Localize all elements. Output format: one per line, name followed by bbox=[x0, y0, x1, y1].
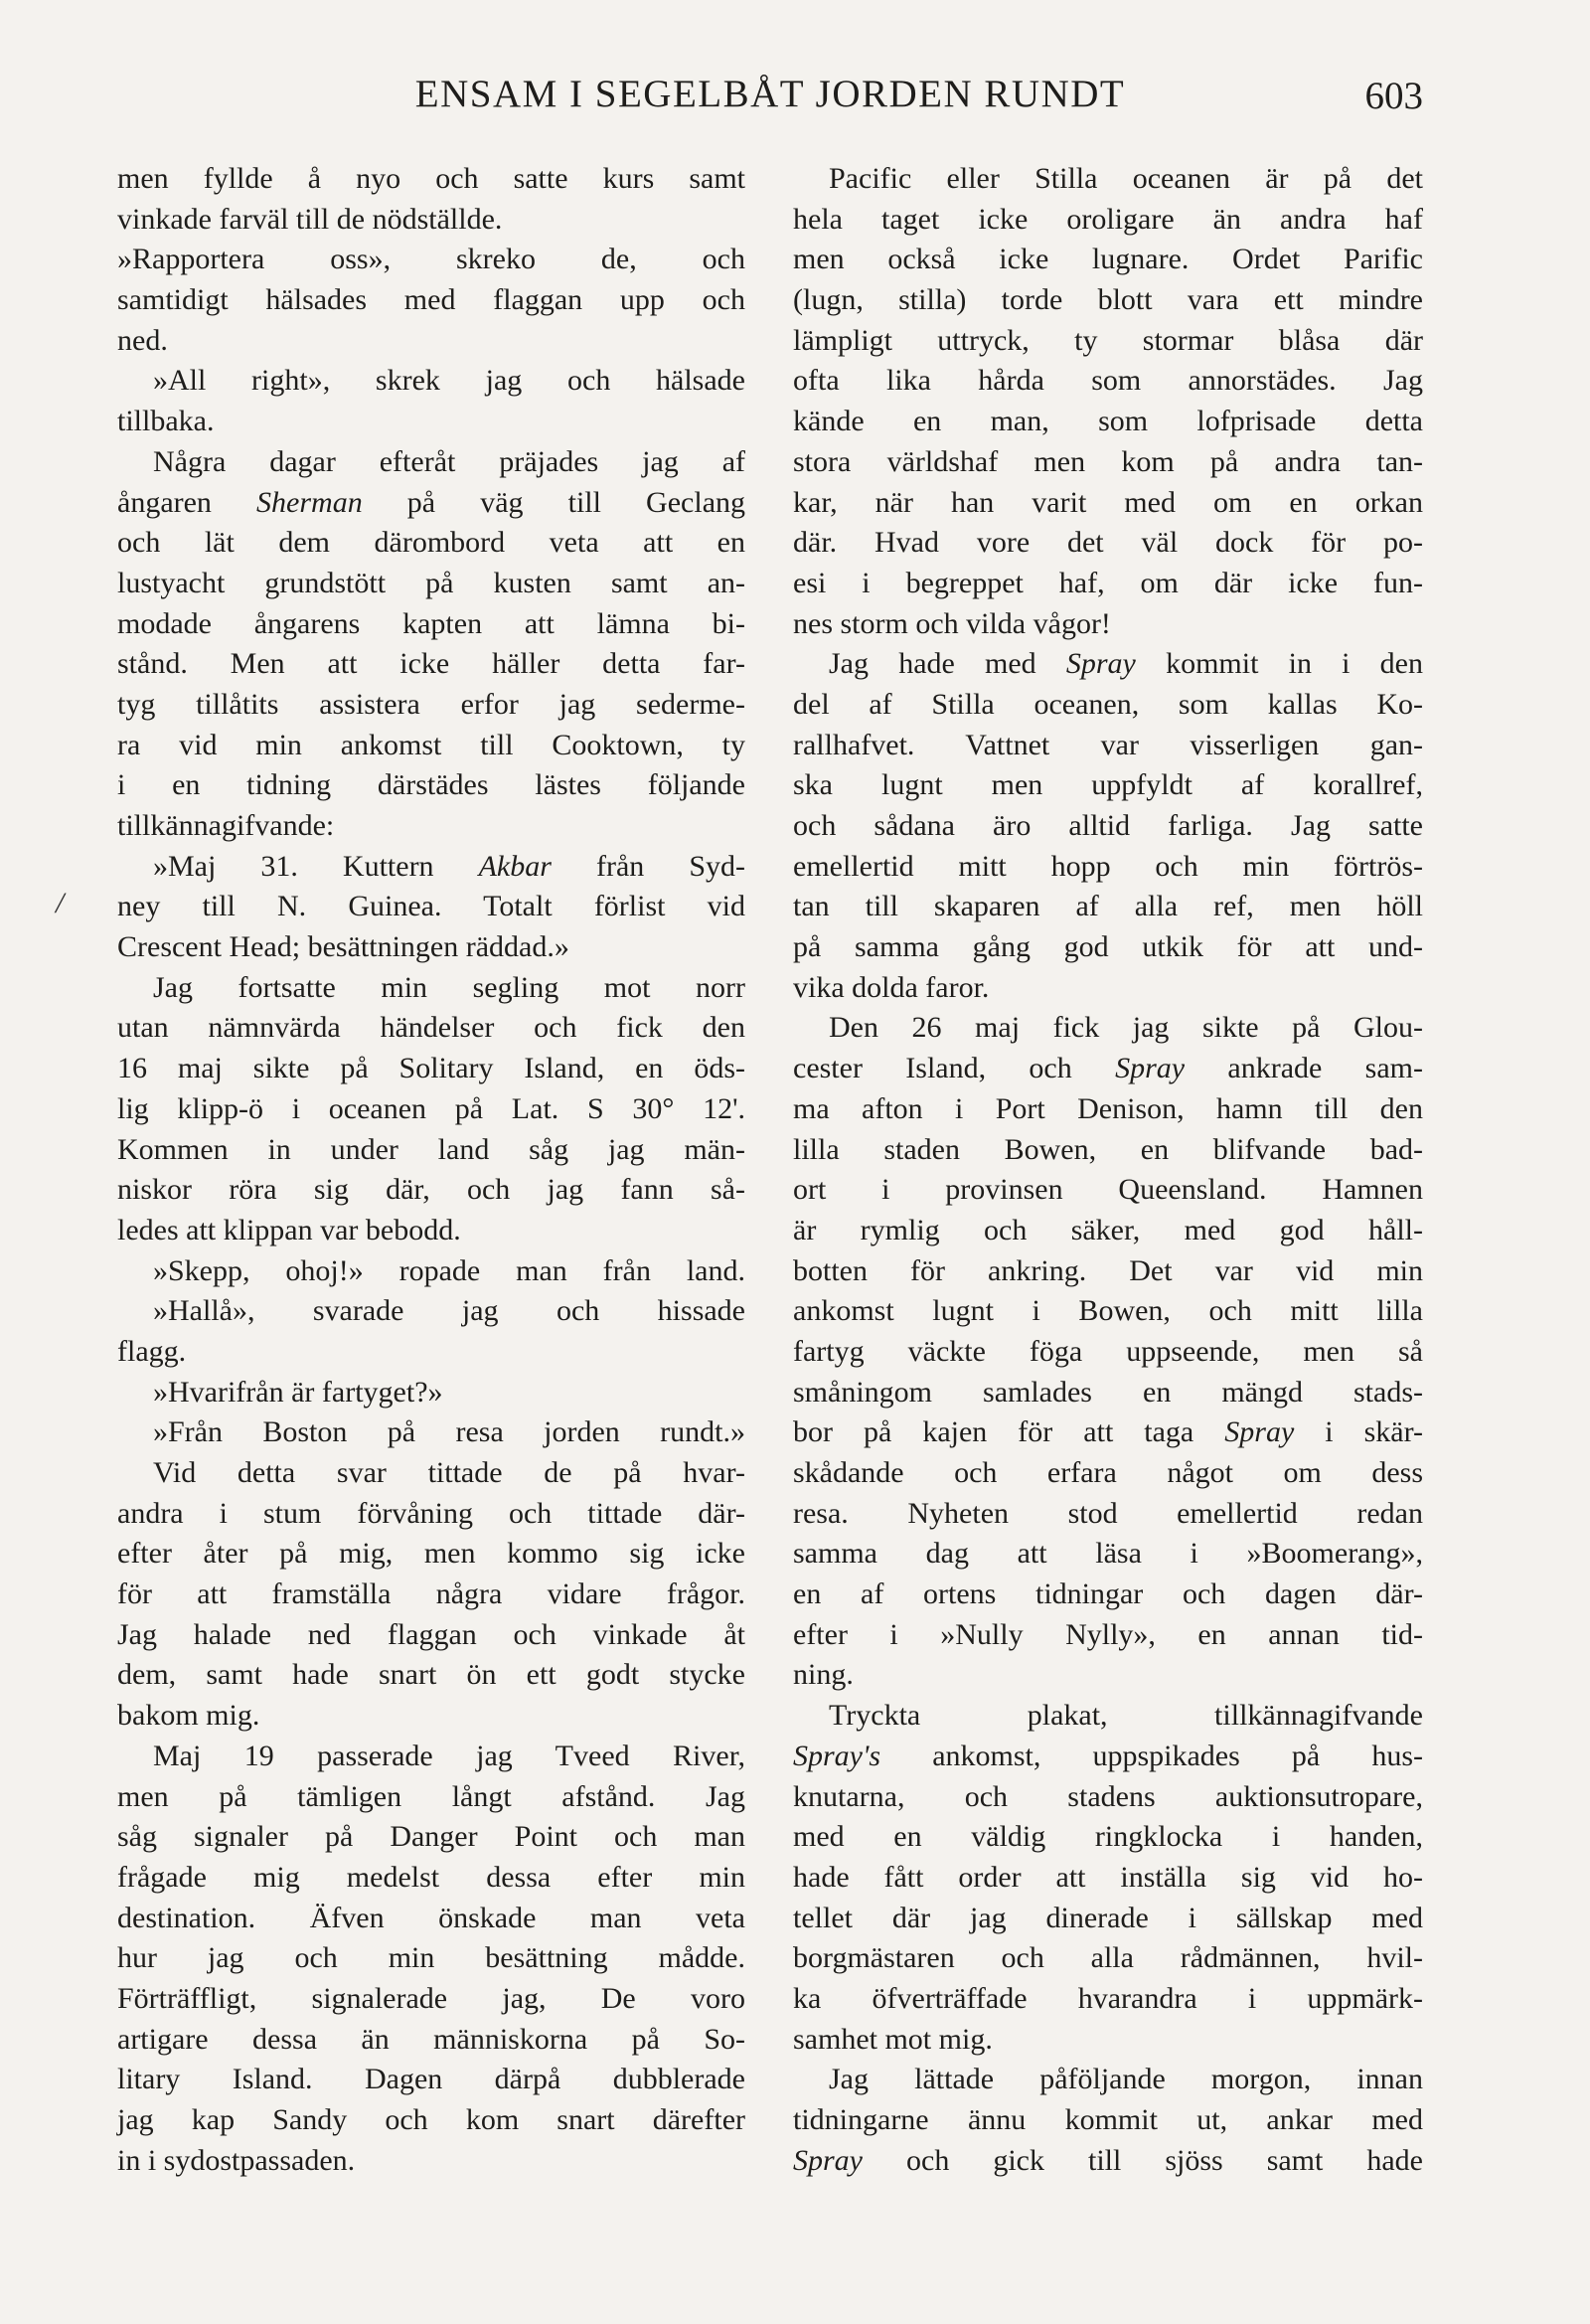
line-text-rest: ankomst, uppspikades på hus- bbox=[880, 1739, 1423, 1772]
text-line bbox=[117, 564, 745, 604]
text-line bbox=[793, 321, 1423, 362]
line-text: samhet mot mig. bbox=[793, 2022, 993, 2056]
text-line bbox=[793, 1817, 1423, 1858]
text-line bbox=[793, 1170, 1423, 1211]
line-text: Kommen in under land såg jag män- bbox=[117, 1132, 745, 1166]
text-line bbox=[117, 402, 745, 442]
line-text: men också icke lugnare. Ordet Parific bbox=[793, 243, 1423, 276]
line-text: hur jag och min besättning mådde. bbox=[117, 1941, 745, 1975]
line-text-rest: ankrade sam- bbox=[1185, 1052, 1423, 1085]
text-line bbox=[117, 1979, 745, 2020]
line-text: utan nämnvärda händelser och fick den bbox=[117, 1011, 745, 1045]
line-text: rallhafvet. Vattnet var visserligen gan- bbox=[793, 728, 1423, 761]
text-line bbox=[117, 1049, 745, 1089]
text-line bbox=[117, 1494, 745, 1535]
text-line bbox=[793, 240, 1423, 280]
line-text: Några dagar efteråt präjades jag af bbox=[153, 444, 745, 478]
line-text: jag kap Sandy och kom snart därefter bbox=[117, 2103, 745, 2136]
text-line bbox=[793, 1130, 1423, 1171]
line-text: kände en man, som lofprisade detta bbox=[793, 405, 1423, 438]
line-text-rest: i skär- bbox=[1294, 1415, 1423, 1449]
line-text: kar, när han varit med om en orkan bbox=[793, 485, 1423, 519]
line-text: Vid detta svar tittade de på hvar- bbox=[153, 1456, 745, 1489]
text-line bbox=[117, 1817, 745, 1858]
text-line bbox=[793, 1089, 1423, 1130]
text-line bbox=[793, 1251, 1423, 1292]
line-text: tellet där jag dinerade i sällskap med bbox=[793, 1901, 1423, 1934]
line-text: på samma gång god utkik för att und- bbox=[793, 930, 1423, 964]
line-text: och lät dem därombord veta att en bbox=[117, 526, 745, 560]
line-text: lustyacht grundstött på kusten samt an- bbox=[117, 566, 745, 599]
line-text: lig klipp-ö i oceanen på Lat. S 30° 12'. bbox=[117, 1091, 745, 1125]
text-line bbox=[117, 1534, 745, 1575]
line-text: lilla staden Bowen, en blifvande bad- bbox=[793, 1132, 1423, 1166]
text-line bbox=[793, 1899, 1423, 1939]
text-line bbox=[117, 442, 745, 483]
line-text: Förträffligt, signalerade jag, De voro bbox=[117, 1981, 745, 2015]
text-line bbox=[793, 1008, 1423, 1049]
italic-ship-name: Spray's bbox=[793, 1739, 881, 1772]
line-text: ska lugnt men uppfyldt af korallref, bbox=[793, 768, 1423, 802]
text-line bbox=[117, 927, 745, 968]
text-line bbox=[117, 685, 745, 726]
line-text: flagg. bbox=[117, 1334, 187, 1368]
line-text: hela taget icke oroligare än andra haf bbox=[793, 202, 1423, 236]
line-text: niskor röra sig där, och jag fann så- bbox=[117, 1173, 745, 1207]
line-text: för att framställa några vidare frågor. bbox=[117, 1577, 745, 1611]
text-line bbox=[117, 1737, 745, 1777]
text-line bbox=[117, 200, 745, 241]
line-text: litary Island. Dagen därpå dubblerade bbox=[117, 2063, 745, 2096]
line-text: modade ångarens kapten att lämna bi- bbox=[117, 606, 745, 640]
line-text: ned. bbox=[117, 323, 168, 357]
line-text: »Från Boston på resa jorden rundt.» bbox=[153, 1415, 745, 1449]
text-line bbox=[117, 1291, 745, 1332]
right-text-column bbox=[793, 159, 1423, 2181]
line-text: och sådana äro alltid farliga. Jag satte bbox=[793, 809, 1423, 842]
line-text: botten för ankring. Det var vid min bbox=[793, 1253, 1423, 1287]
line-text: tidningarne ännu kommit ut, ankar med bbox=[793, 2103, 1423, 2136]
line-text: fartyg väckte föga uppseende, men så bbox=[793, 1334, 1423, 1368]
line-text: »Hallå», svarade jag och hissade bbox=[153, 1294, 745, 1328]
line-text: bor på kajen för att taga bbox=[793, 1415, 1225, 1449]
text-line bbox=[117, 2100, 745, 2141]
line-text: tyg tillåtits assistera erfor jag sederme- bbox=[117, 687, 745, 721]
line-text: knutarna, och stadens auktionsutropare, bbox=[793, 1779, 1423, 1813]
line-text: Jag lättade påföljande morgon, innan bbox=[829, 2063, 1423, 2096]
text-line bbox=[793, 847, 1423, 888]
line-text: ra vid min ankomst till Cooktown, ty bbox=[117, 728, 745, 761]
line-text: tan till skaparen af alla ref, men höll bbox=[793, 890, 1423, 923]
line-text: en af ortens tidningar och dagen där- bbox=[793, 1577, 1423, 1611]
line-text: Jag fortsatte min segling mot norr bbox=[153, 970, 745, 1004]
line-text: »All right», skrek jag och hälsade bbox=[153, 364, 745, 398]
line-text: cester Island, och bbox=[793, 1052, 1116, 1085]
text-line bbox=[793, 1615, 1423, 1656]
line-text: samtidigt hälsades med flaggan upp och bbox=[117, 283, 745, 317]
line-text: destination. Äfven önskade man veta bbox=[117, 1901, 745, 1934]
left-text-column bbox=[117, 159, 745, 2181]
text-line bbox=[793, 1291, 1423, 1332]
text-line bbox=[793, 1979, 1423, 2020]
text-line bbox=[117, 1089, 745, 1130]
line-text: Den 26 maj fick jag sikte på Glou- bbox=[829, 1011, 1423, 1045]
line-text: men fyllde å nyo och satte kurs samt bbox=[117, 162, 745, 195]
line-text: efter i »Nully Nylly», en annan tid- bbox=[793, 1617, 1423, 1651]
line-text: i en tidning därstädes lästes följande bbox=[117, 768, 745, 802]
text-line bbox=[793, 1494, 1423, 1535]
line-text: ankomst lugnt i Bowen, och mitt lilla bbox=[793, 1294, 1423, 1328]
text-line bbox=[793, 927, 1423, 968]
text-line bbox=[793, 644, 1423, 685]
text-line bbox=[793, 806, 1423, 847]
line-text: hade fått order att inställa sig vid ho- bbox=[793, 1860, 1423, 1894]
text-line bbox=[793, 402, 1423, 442]
line-text: in i sydostpassaden. bbox=[117, 2143, 356, 2177]
text-line bbox=[793, 483, 1423, 524]
running-title: ENSAM I SEGELBÅT JORDEN RUNDT bbox=[414, 73, 1126, 115]
line-text: småningom samlades en mängd stads- bbox=[793, 1375, 1423, 1409]
text-line bbox=[793, 1696, 1423, 1737]
line-text: resa. Nyheten stod emellertid redan bbox=[793, 1496, 1423, 1530]
text-line bbox=[793, 200, 1423, 241]
line-text: borgmästaren och alla rådmännen, hvil- bbox=[793, 1941, 1423, 1975]
line-text: bakom mig. bbox=[117, 1699, 260, 1733]
text-line bbox=[117, 361, 745, 402]
line-text: skådande och erfara något om dess bbox=[793, 1456, 1423, 1489]
line-text-rest: från Syd- bbox=[551, 849, 745, 883]
text-line bbox=[793, 1737, 1423, 1777]
text-line bbox=[793, 685, 1423, 726]
line-text: del af Stilla oceanen, som kallas Ko- bbox=[793, 687, 1423, 721]
text-line bbox=[117, 1858, 745, 1899]
text-line bbox=[117, 2141, 745, 2182]
text-line bbox=[117, 887, 745, 927]
text-line bbox=[117, 321, 745, 362]
text-line bbox=[117, 1373, 745, 1413]
text-line bbox=[793, 523, 1423, 564]
text-line bbox=[117, 523, 745, 564]
italic-ship-name: Spray bbox=[793, 2143, 863, 2177]
text-line bbox=[117, 1575, 745, 1615]
text-line bbox=[793, 2100, 1423, 2141]
text-line bbox=[117, 2060, 745, 2100]
text-line bbox=[117, 1251, 745, 1292]
text-line bbox=[793, 361, 1423, 402]
text-line bbox=[793, 1655, 1423, 1696]
line-text: Tryckta plakat, tillkännagifvande bbox=[829, 1699, 1423, 1733]
line-text: men på tämligen långt afstånd. Jag bbox=[117, 1779, 745, 1813]
line-text: esi i begreppet haf, om där icke fun- bbox=[793, 566, 1423, 599]
text-line bbox=[793, 1453, 1423, 1494]
line-text: ort i provinsen Queensland. Hamnen bbox=[793, 1173, 1423, 1207]
line-text: nes storm och vilda vågor! bbox=[793, 606, 1111, 640]
text-line bbox=[793, 1373, 1423, 1413]
text-line bbox=[117, 726, 745, 766]
italic-ship-name: Akbar bbox=[478, 849, 552, 883]
line-text-rest: kommit in i den bbox=[1135, 647, 1423, 681]
italic-ship-name: Spray bbox=[1065, 647, 1136, 681]
text-line bbox=[117, 1412, 745, 1453]
text-line bbox=[117, 806, 745, 847]
text-line bbox=[793, 765, 1423, 806]
line-text: efter åter på mig, men kommo sig icke bbox=[117, 1537, 745, 1571]
line-text: stånd. Men att icke häller detta far- bbox=[117, 647, 745, 681]
line-text: »Rapportera oss», skreko de, och bbox=[117, 243, 745, 276]
page-header bbox=[117, 66, 1423, 125]
text-line bbox=[793, 280, 1423, 321]
line-text: stora världshaf men kom på andra tan- bbox=[793, 444, 1423, 478]
text-line bbox=[117, 968, 745, 1009]
text-line bbox=[793, 1534, 1423, 1575]
line-text: ney till N. Guinea. Totalt förlist vid bbox=[117, 890, 745, 923]
line-text: är rymlig och säker, med god håll- bbox=[793, 1213, 1423, 1246]
line-text: Jag hade med bbox=[829, 647, 1066, 681]
text-line bbox=[793, 564, 1423, 604]
text-line bbox=[117, 1130, 745, 1171]
line-text: emellertid mitt hopp och min förtrös- bbox=[793, 849, 1423, 883]
italic-ship-name: Spray bbox=[1115, 1052, 1186, 1085]
text-line bbox=[793, 1575, 1423, 1615]
line-text: »Skepp, ohoj!» ropade man från land. bbox=[153, 1253, 745, 1287]
text-line bbox=[793, 2060, 1423, 2100]
text-line bbox=[793, 968, 1423, 1009]
text-line bbox=[793, 442, 1423, 483]
line-text: Crescent Head; besättningen räddad.» bbox=[117, 930, 569, 964]
text-line bbox=[117, 1453, 745, 1494]
text-line bbox=[793, 2020, 1423, 2061]
text-line bbox=[793, 2141, 1423, 2182]
line-text: Jag halade ned flaggan och vinkade åt bbox=[117, 1617, 745, 1651]
line-text: 16 maj sikte på Solitary Island, en öds- bbox=[117, 1052, 745, 1085]
line-text-rest: på väg till Geclang bbox=[362, 485, 746, 519]
text-line bbox=[793, 1049, 1423, 1089]
line-text: »Maj 31. Kuttern bbox=[153, 849, 479, 883]
line-text: med en väldig ringklocka i handen, bbox=[793, 1820, 1423, 1854]
italic-ship-name: Sherman bbox=[256, 485, 363, 519]
text-line bbox=[117, 847, 745, 888]
line-text: ma afton i Port Denison, hamn till den bbox=[793, 1091, 1423, 1125]
text-line bbox=[117, 1655, 745, 1696]
text-line bbox=[117, 1008, 745, 1049]
text-line bbox=[117, 280, 745, 321]
text-line bbox=[117, 1938, 745, 1979]
text-line bbox=[117, 644, 745, 685]
line-text: ning. bbox=[793, 1658, 854, 1692]
text-line bbox=[793, 1777, 1423, 1818]
text-line bbox=[117, 1332, 745, 1373]
text-line bbox=[117, 2020, 745, 2061]
text-line bbox=[117, 1615, 745, 1656]
line-text: frågade mig medelst dessa efter min bbox=[117, 1860, 745, 1894]
line-text: (lugn, stilla) torde blott vara ett mindre bbox=[793, 283, 1423, 317]
margin-mark: / bbox=[56, 887, 65, 919]
text-line bbox=[793, 1332, 1423, 1373]
line-text: såg signaler på Danger Point och man bbox=[117, 1820, 745, 1854]
text-line bbox=[793, 1211, 1423, 1251]
text-line bbox=[117, 1211, 745, 1251]
text-line bbox=[117, 1170, 745, 1211]
line-text-rest: och gick till sjöss samt hade bbox=[863, 2143, 1423, 2177]
line-text: där. Hvad vore det väl dock för po- bbox=[793, 526, 1423, 560]
line-text: »Hvarifrån är fartyget?» bbox=[153, 1375, 443, 1409]
line-text: vinkade farväl till de nödställde. bbox=[117, 202, 503, 236]
text-line bbox=[117, 1777, 745, 1818]
line-text: samma dag att läsa i »Boomerang», bbox=[793, 1537, 1423, 1571]
line-text: Maj 19 passerade jag Tveed River, bbox=[153, 1739, 745, 1772]
line-text: Pacific eller Stilla oceanen är på det bbox=[829, 162, 1423, 195]
text-line bbox=[793, 1412, 1423, 1453]
italic-ship-name: Spray bbox=[1224, 1415, 1295, 1449]
line-text: vika dolda faror. bbox=[793, 970, 990, 1004]
line-text: ångaren bbox=[117, 485, 257, 519]
text-line bbox=[793, 887, 1423, 927]
line-text: ka öfverträffade hvarandra i uppmärk- bbox=[793, 1981, 1423, 2015]
text-line bbox=[117, 483, 745, 524]
text-line bbox=[117, 1696, 745, 1737]
text-line bbox=[793, 1938, 1423, 1979]
line-text: lämpligt uttryck, ty stormar blåsa där bbox=[793, 323, 1423, 357]
line-text: tillkännagifvande: bbox=[117, 809, 335, 842]
text-line bbox=[117, 1899, 745, 1939]
text-line bbox=[117, 604, 745, 645]
text-line bbox=[793, 604, 1423, 645]
text-line bbox=[793, 159, 1423, 200]
line-text: andra i stum förvåning och tittade där- bbox=[117, 1496, 745, 1530]
text-line bbox=[793, 1858, 1423, 1899]
line-text: ledes att klippan var bebodd. bbox=[117, 1213, 461, 1246]
page-number: 603 bbox=[1364, 75, 1423, 117]
text-line bbox=[117, 765, 745, 806]
text-line bbox=[793, 726, 1423, 766]
text-line bbox=[117, 240, 745, 280]
line-text: ofta lika hårda som annorstädes. Jag bbox=[793, 364, 1423, 398]
line-text: tillbaka. bbox=[117, 405, 215, 438]
text-line bbox=[117, 159, 745, 200]
line-text: dem, samt hade snart ön ett godt stycke bbox=[117, 1658, 745, 1692]
line-text: artigare dessa än människorna på So- bbox=[117, 2022, 745, 2056]
